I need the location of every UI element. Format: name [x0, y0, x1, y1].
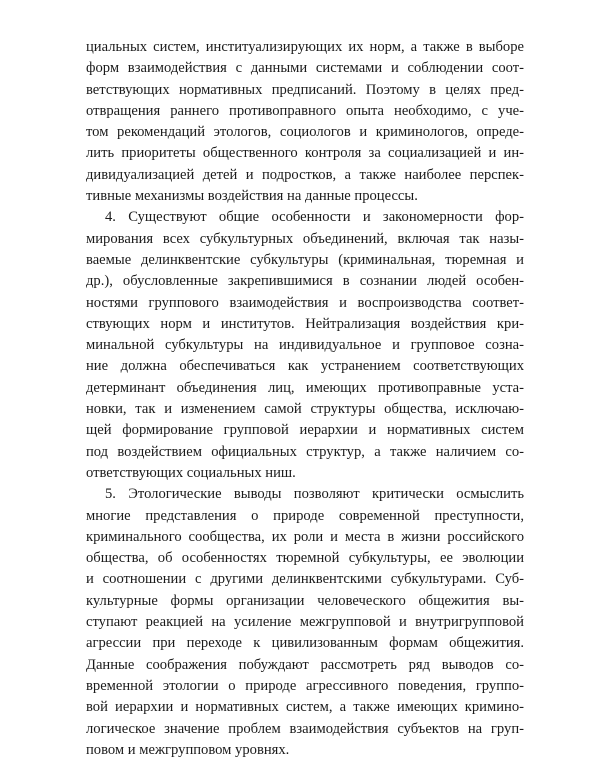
- text-line: др.), обусловленные закрепившимися в сознании людей особен-: [86, 273, 524, 290]
- text-line: минальной субкультуры на индивидуальное и групповое созна-: [86, 337, 524, 354]
- text-line: ответствующих социальных ниш.: [86, 464, 296, 481]
- text-line: ваемые делинквентские субкультуры (криминальная, тюремная и: [86, 251, 524, 268]
- text-line: дивидуализацией детей и подростков, а также наиболее перспек-: [86, 166, 524, 183]
- text-line: тивные механизмы воздействия на данные процессы.: [86, 188, 418, 205]
- text-line: ние должна обеспечиваться как устранением соответствующих: [86, 358, 524, 375]
- text-line: форм взаимодействия с данными системами и соблюдении соот-: [86, 60, 524, 77]
- text-line: том рекомендаций этологов, социологов и криминологов, опреде-: [86, 124, 524, 141]
- text-line: ностями группового взаимодействия и воспроизводства соответ-: [86, 294, 524, 311]
- text-line: детерминант объединения лиц, имеющих противоправные уста-: [86, 379, 524, 396]
- text-line: временной этологии о природе агрессивного поведения, группо-: [86, 677, 524, 694]
- text-line: Данные соображения побуждают рассмотреть ряд выводов со-: [86, 656, 524, 673]
- text-line: отвращения раннего противоправного опыта необходимо, с уче-: [86, 102, 524, 119]
- text-line: новки, так и изменением самой структуры общества, исключаю-: [86, 401, 524, 418]
- text-line: и соотношении с другими делинквентскими субкультурами. Суб-: [86, 571, 524, 588]
- text-line: ступают реакцией на усиление межгрупповой и внутригрупповой: [86, 614, 524, 631]
- text-line: мирования всех субкультурных объединений, включая так назы-: [86, 230, 524, 247]
- text-line: циальных систем, институализирующих их норм, а также в выборе: [86, 39, 524, 55]
- text-line: лить приоритеты общественного контроля за социализацией и ин-: [86, 145, 524, 162]
- text-line: общества, об особенностях тюремной субкультуры, ее эволюции: [86, 550, 524, 567]
- text-line: повом и межгрупповом уровнях.: [86, 741, 290, 758]
- text-line: логическое значение проблем взаимодействия субъектов на груп-: [86, 720, 524, 737]
- text-line: ветствующих нормативных предписаний. Поэтому в целях пред-: [86, 81, 524, 98]
- text-line: щей формирование групповой иерархии и нормативных систем: [86, 422, 524, 439]
- text-line: вой иерархии и нормативных систем, а также имеющих кримино-: [86, 699, 524, 716]
- text-line: криминального сообщества, их роли и места в жизни российского: [86, 528, 524, 545]
- text-line: 5. Этологические выводы позволяют критически осмыслить: [105, 486, 524, 503]
- text-line: многие представления о природе современной преступности,: [86, 507, 524, 524]
- text-line: ствующих норм и институтов. Нейтрализация воздействия кри-: [86, 315, 524, 332]
- body-text: [86, 37, 524, 761]
- text-line: агрессии при переходе к цивилизованным формам общежития.: [86, 635, 524, 652]
- text-line: 4. Существуют общие особенности и закономерности фор-: [105, 209, 524, 226]
- text-line: культурные формы организации человеческого общежития вы-: [86, 592, 524, 609]
- text-line: под воздействием официальных структур, а также наличием со-: [86, 443, 524, 460]
